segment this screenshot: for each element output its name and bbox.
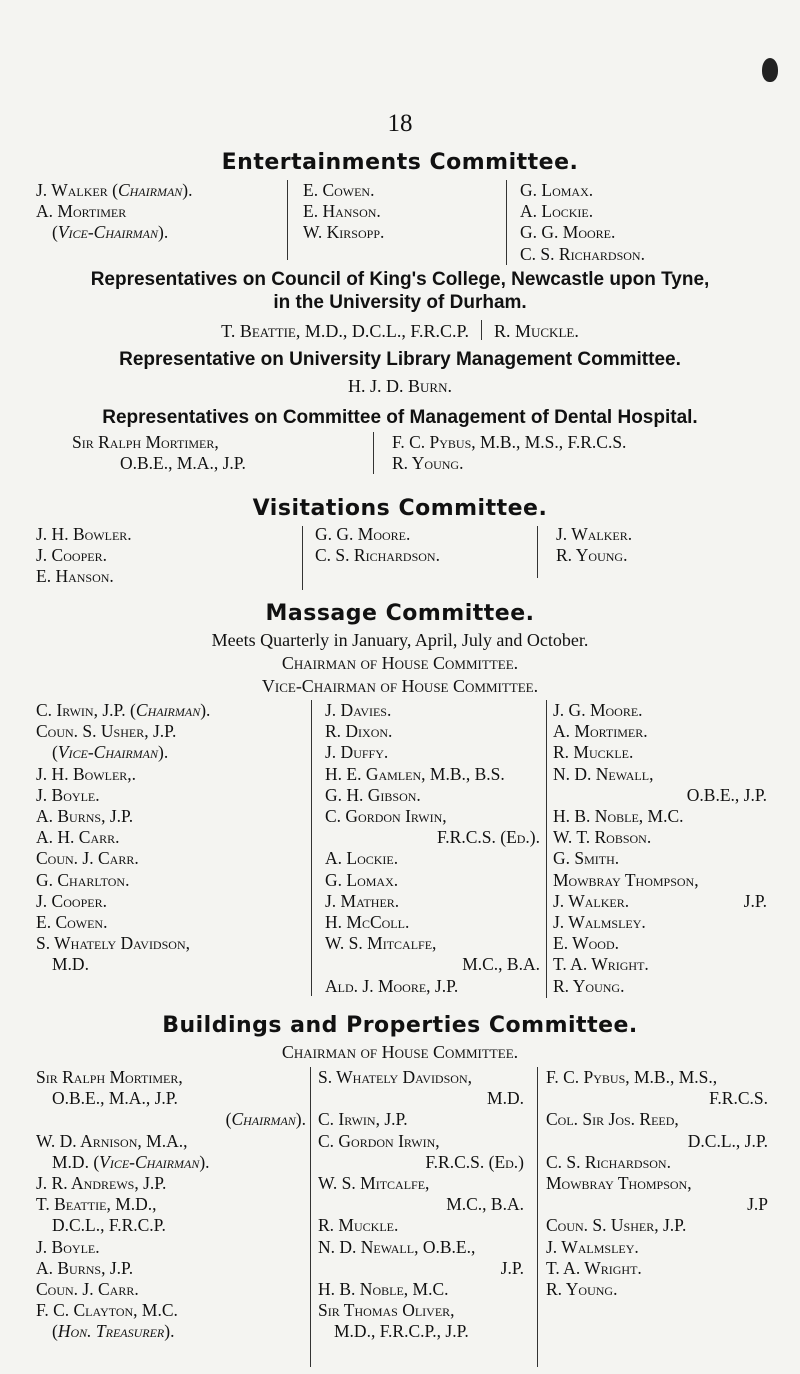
buildings-title: Buildings and Properties Committee. <box>162 1013 638 1038</box>
member-line: G. Lomax. <box>325 869 399 890</box>
member-line: N. D. Newall, O.B.E., <box>318 1236 476 1257</box>
member-line: C. Gordon Irwin, <box>318 1130 440 1151</box>
member-line: J.P. <box>500 1257 524 1278</box>
member-line: Coun. S. Usher, J.P. <box>546 1215 687 1236</box>
member-line: H. B. Noble, M.C. <box>318 1279 449 1300</box>
member-line: E. Cowen. <box>303 180 375 200</box>
member-line: M.C., B.A. <box>462 954 540 975</box>
massage-meets: Meets Quarterly in January, April, July and October. <box>211 630 589 650</box>
member-line: T. A. Wright. <box>546 1257 642 1278</box>
member-line: A. Lockie. <box>325 848 399 869</box>
entertainments-col-2 <box>303 180 384 244</box>
column-divider <box>310 1067 311 1367</box>
representative: T. Beattie, M.D., D.C.L., F.R.C.P. <box>221 321 469 341</box>
entertainments-title: Entertainments Committee. <box>221 150 579 175</box>
entertainments-col-3 <box>520 180 645 265</box>
member-line: J.P <box>747 1194 768 1215</box>
visitations-col-1 <box>36 524 132 588</box>
inline-divider <box>481 320 482 340</box>
member-line: J. Walker (Chairman). <box>36 180 193 200</box>
entertainments-col-1 <box>36 180 193 244</box>
kings-college-heading <box>0 268 800 314</box>
member-line: O.B.E., M.A., J.P. <box>52 1088 178 1109</box>
member-line: N. D. Newall, <box>553 763 654 784</box>
member-line: T. Beattie, M.D., <box>36 1194 157 1215</box>
massage-col-1 <box>36 700 306 976</box>
member-line: J. Duffy. <box>325 742 389 763</box>
member-line: M.D., F.R.C.P., J.P. <box>334 1321 469 1342</box>
member-line: J. H. Bowler,. <box>36 763 137 784</box>
library-rep: H. J. D. Burn. <box>348 376 452 396</box>
heading-line: in the University of Durham. <box>273 292 527 313</box>
member-line: Sir Thomas Oliver, <box>318 1300 455 1321</box>
member-line: M.D. <box>52 954 89 975</box>
member-line: Ald. J. Moore, J.P. <box>325 975 459 996</box>
member-line: (Vice-Chairman). <box>52 222 169 243</box>
member-line: Mowbray Thompson, <box>553 869 699 890</box>
member-line: S. Whately Davidson, <box>36 933 190 954</box>
member-line: (Hon. Treasurer). <box>52 1321 175 1342</box>
buildings-col-1 <box>36 1067 306 1343</box>
member-line: M.D. (Vice-Chairman). <box>52 1151 210 1172</box>
member-line: R. Young. <box>553 975 625 996</box>
member-line: O.B.E., J.P. <box>686 784 767 805</box>
member-line: R. Young. <box>556 545 628 566</box>
member-line: J. Walker. <box>556 524 633 544</box>
member-line: J. Walmsley. <box>553 912 646 933</box>
visitations-title: Visitations Committee. <box>252 496 548 521</box>
member-line: C. Gordon Irwin, <box>325 806 447 827</box>
member-line: R. Young. <box>546 1279 618 1300</box>
representative: R. Muckle. <box>493 321 579 341</box>
massage-vice-chairman-line: Vice-Chairman of House Committee. <box>261 676 539 696</box>
member-line: G. G. Moore. <box>520 222 616 243</box>
member-line: C. S. Richardson. <box>546 1151 671 1172</box>
member-line: C. S. Richardson. <box>315 545 440 566</box>
member-line: W. D. Arnison, M.A., <box>36 1130 188 1151</box>
column-divider <box>373 432 374 474</box>
member-line: F.R.C.S. (Ed.). <box>436 827 540 848</box>
dental-heading: Representatives on Committee of Management of Dental Hospital. <box>102 407 698 428</box>
member-line: M.D. <box>487 1088 524 1109</box>
buildings-col-2 <box>318 1067 524 1343</box>
member-line: C. Irwin, J.P. (Chairman). <box>36 700 211 720</box>
member-line: J. Boyle. <box>36 1236 100 1257</box>
member-line: J. Cooper. <box>36 890 107 911</box>
column-divider <box>537 526 538 578</box>
member-line: F. C. Pybus, M.B., M.S., F.R.C.S. <box>392 432 627 452</box>
member-line: H. E. Gamlen, M.B., B.S. <box>325 763 505 784</box>
member-line: Coun. J. Carr. <box>36 1279 139 1300</box>
member-line: R. Muckle. <box>553 742 634 763</box>
heading-line: Representatives on Council of King's College, Newcastle upon Tyne, <box>90 269 710 290</box>
visitations-col-2 <box>315 524 440 566</box>
member-line: J. Cooper. <box>36 545 107 566</box>
member-line: Col. Sir Jos. Reed, <box>546 1109 679 1130</box>
member-line: A. Lockie. <box>520 201 594 222</box>
member-line: J. H. Bowler. <box>36 524 132 544</box>
member-line: C. Irwin, J.P. <box>318 1109 408 1130</box>
ink-blot <box>762 58 778 82</box>
dental-left <box>72 432 372 474</box>
member-line: G. Lomax. <box>520 180 594 200</box>
member-line: H. B. Noble, M.C. <box>553 806 684 827</box>
member-line <box>553 891 767 912</box>
column-divider <box>311 700 312 996</box>
member-line: F. C. Clayton, M.C. <box>36 1300 178 1321</box>
visitations-col-3 <box>556 524 632 566</box>
member-name: J. Walker. <box>553 890 630 911</box>
library-heading: Representative on University Library Management Committee. <box>119 349 681 370</box>
member-line: M.C., B.A. <box>446 1194 524 1215</box>
member-line: T. A. Wright. <box>553 954 649 975</box>
member-line: G. G. Moore. <box>315 524 411 544</box>
member-line: E. Hanson. <box>36 566 114 587</box>
member-line: Sir Ralph Mortimer, <box>36 1067 183 1087</box>
column-divider <box>287 180 288 260</box>
buildings-col-3 <box>546 1067 768 1300</box>
member-line: Coun. S. Usher, J.P. <box>36 721 177 742</box>
member-line: A. Mortimer. <box>553 721 648 742</box>
member-line: E. Hanson. <box>303 201 381 222</box>
member-line: A. H. Carr. <box>36 827 120 848</box>
member-line: Mowbray Thompson, <box>546 1173 692 1194</box>
member-line: J. G. Moore. <box>553 700 643 720</box>
column-divider <box>506 180 507 265</box>
member-line: D.C.L., F.R.C.P. <box>52 1215 166 1236</box>
member-line: W. T. Robson. <box>553 827 652 848</box>
member-line: F. C. Pybus, M.B., M.S., <box>546 1067 718 1087</box>
member-line: C. S. Richardson. <box>520 243 645 264</box>
member-line: A. Mortimer <box>36 201 127 222</box>
member-line: (Chairman). <box>225 1109 306 1130</box>
massage-col-3 <box>553 700 767 997</box>
page-number: 18 <box>387 110 413 137</box>
member-line: J. Walmsley. <box>546 1236 639 1257</box>
member-line: W. S. Mitcalfe, <box>325 933 437 954</box>
member-line: J. Davies. <box>325 700 392 720</box>
member-line: D.C.L., J.P. <box>687 1130 768 1151</box>
member-line: Coun. J. Carr. <box>36 848 139 869</box>
column-divider <box>537 1067 538 1367</box>
member-line: W. S. Mitcalfe, <box>318 1173 430 1194</box>
member-line: S. Whately Davidson, <box>318 1067 472 1087</box>
member-line: F.R.C.S. <box>709 1088 768 1109</box>
member-line: G. Charlton. <box>36 869 130 890</box>
buildings-subtitle: Chairman of House Committee. <box>281 1042 519 1062</box>
member-line: Sir Ralph Mortimer, <box>72 432 219 452</box>
member-line: A. Burns, J.P. <box>36 806 134 827</box>
member-line: G. H. Gibson. <box>325 784 421 805</box>
member-line: E. Wood. <box>553 933 620 954</box>
massage-col-2 <box>325 700 540 997</box>
member-line: R. Young. <box>392 453 464 474</box>
member-line: J. R. Andrews, J.P. <box>36 1173 167 1194</box>
member-line: F.R.C.S. (Ed.) <box>425 1151 524 1172</box>
member-line: R. Muckle. <box>318 1215 399 1236</box>
member-line: W. Kirsopp. <box>303 222 385 243</box>
massage-chairman-line: Chairman of House Committee. <box>281 653 519 673</box>
massage-title: Massage Committee. <box>265 601 535 626</box>
member-line: J. Mather. <box>325 890 400 911</box>
column-divider <box>546 700 547 998</box>
member-line: (Vice-Chairman). <box>52 742 169 763</box>
kings-college-reps <box>0 320 800 342</box>
dental-right <box>392 432 626 474</box>
member-line: J. Boyle. <box>36 784 100 805</box>
member-suffix: J.P. <box>743 890 767 911</box>
member-line: H. McColl. <box>325 912 410 933</box>
member-line: E. Cowen. <box>36 912 108 933</box>
member-line: A. Burns, J.P. <box>36 1257 134 1278</box>
member-line: R. Dixon. <box>325 721 393 742</box>
member-line: G. Smith. <box>553 848 620 869</box>
member-line: O.B.E., M.A., J.P. <box>120 453 246 474</box>
column-divider <box>302 526 303 590</box>
